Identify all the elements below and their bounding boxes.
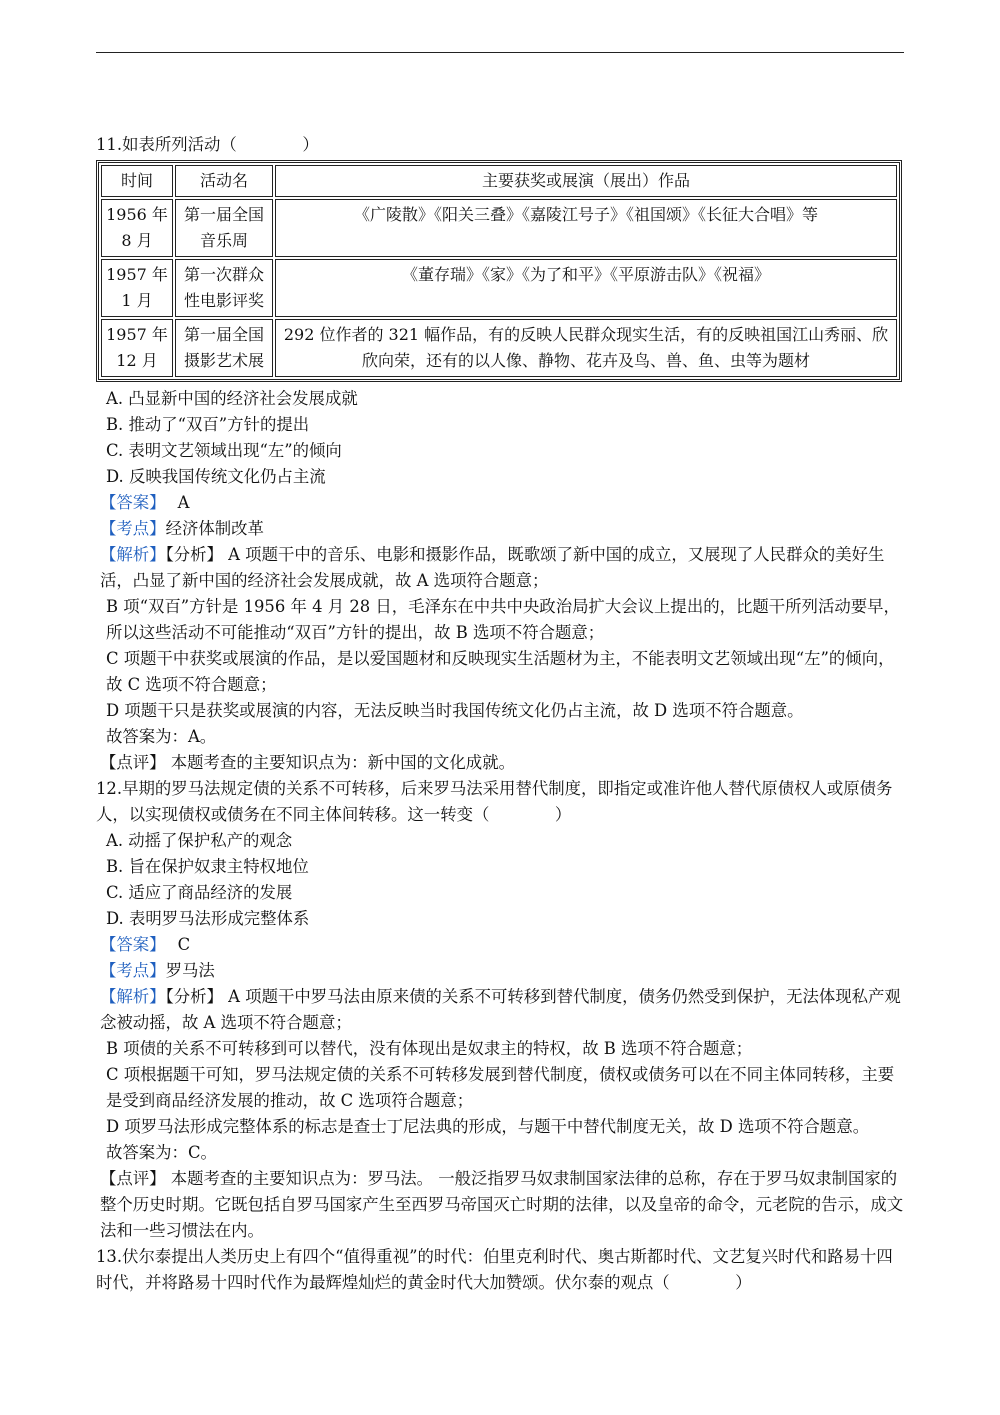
analysis-text: 【分析】 A 项题干中的音乐、电影和摄影作品，既歌颂了新中国的成立，又展现了人民群众的美好生活，凸显了新中国的经济社会发展成就，故 A 选项符合题意； — [100, 545, 885, 590]
q11-analysis-head — [96, 542, 908, 594]
row-works: 292 位作者的 321 幅作品，有的反映人民群众现实生活，有的反映祖国江山秀丽、欣欣向荣，还有的以人像、静物、花卉及鸟、兽、鱼、虫等为题材 — [275, 319, 897, 377]
row-activity-name: 第一届全国音乐周 — [175, 199, 273, 257]
table-header-row — [101, 165, 897, 197]
document-body — [96, 132, 908, 1296]
q11-analysis-d: D 项题干只是获奖或展演的内容，无法反映当时我国传统文化仍占主流，故 D 选项不符合题意。 — [106, 701, 804, 720]
header-rule — [96, 52, 904, 53]
header-time: 时间 — [101, 165, 173, 197]
q12-option-d: D. 表明罗马法形成完整体系 — [106, 909, 310, 928]
q12-analysis-head — [96, 984, 908, 1036]
point-tag: 【考点】 — [100, 519, 166, 538]
q11-conclusion: 故答案为：A。 — [106, 727, 217, 746]
analysis-text: 【分析】 A 项题干中罗马法由原来债的关系不可转移到替代制度，债务仍然受到保护，无法体现私产观念被动摇，故 A 选项不符合题意； — [100, 987, 901, 1032]
table-row — [101, 199, 897, 257]
point-tag: 【考点】 — [100, 961, 166, 980]
q12-analysis-d: D 项罗马法形成完整体系的标志是查士丁尼法典的形成，与题干中替代制度无关，故 D 选项不符合题意。 — [106, 1117, 870, 1136]
answer-tag: 【答案】 — [100, 493, 166, 512]
q12-conclusion: 故答案为：C。 — [106, 1143, 217, 1162]
answer-tag: 【答案】 — [100, 935, 166, 954]
q11-answer — [96, 490, 908, 516]
analysis-tag: 【解析】 — [100, 987, 166, 1006]
comment-tag: 【点评】 — [100, 1169, 166, 1188]
q11-comment — [96, 750, 908, 776]
q12-analysis-b: B 项债的关系不可转移到可以替代，没有体现出是奴隶主的特权，故 B 选项不符合题意； — [106, 1039, 753, 1058]
q11-analysis-c: C 项题干中获奖或展演的作品，是以爱国题材和反映现实生活题材为主，不能表明文艺领域出现“左”的倾向，故 C 选项不符合题意； — [106, 649, 895, 694]
row-activity-name: 第一届全国摄影艺术展 — [175, 319, 273, 377]
point-value: 经济体制改革 — [165, 519, 264, 538]
q11-option-c: C. 表明文艺领域出现“左”的倾向 — [106, 441, 342, 460]
table-row — [101, 319, 897, 377]
comment-text: 本题考查的主要知识点为：新中国的文化成就。 — [170, 753, 515, 772]
row-time: 1956 年 8 月 — [101, 199, 173, 257]
q11-stem: 11.如表所列活动（ ） — [96, 135, 319, 154]
q12-analysis-c: C 项根据题干可知，罗马法规定债的关系不可转移发展到替代制度，债权或债务可以在不同主体同转移，主要是受到商品经济发展的推动，故 C 选项符合题意； — [106, 1065, 895, 1110]
q11-option-b: B. 推动了“双百”方针的提出 — [106, 415, 310, 434]
q12-option-c: C. 适应了商品经济的发展 — [106, 883, 293, 902]
q12-option-a: A. 动摇了保护私产的观念 — [106, 831, 293, 850]
answer-value: C — [177, 935, 191, 954]
row-works: 《广陵散》《阳关三叠》《嘉陵江号子》《祖国颂》《长征大合唱》等 — [275, 199, 897, 257]
analysis-tag: 【解析】 — [100, 545, 166, 564]
row-time: 1957 年 1 月 — [101, 259, 173, 317]
q13-stem: 13.伏尔泰提出人类历史上有四个“值得重视”的时代：伯里克利时代、奥古斯都时代、文艺复兴时代和路易十四时代，并将路易十四时代作为最辉煌灿烂的黄金时代大加赞颂。伏尔泰的观点（ ） — [96, 1247, 893, 1292]
row-time: 1957 年 12 月 — [101, 319, 173, 377]
row-works: 《董存瑞》《家》《为了和平》《平原游击队》《祝福》 — [275, 259, 897, 317]
header-activity-name: 活动名 — [175, 165, 273, 197]
row-activity-name: 第一次群众性电影评奖 — [175, 259, 273, 317]
comment-tag: 【点评】 — [100, 753, 166, 772]
header-works: 主要获奖或展演（展出）作品 — [275, 165, 897, 197]
answer-value: A — [177, 493, 190, 512]
q11-option-a: A. 凸显新中国的经济社会发展成就 — [106, 389, 358, 408]
q11-analysis-b: B 项“双百”方针是 1956 年 4 月 28 日，毛泽东在中共中央政治局扩大会议上提出的，比题干所列活动要早，所以这些活动不可能推动“双百”方针的提出，故 B 选项不符合题意； — [106, 597, 900, 642]
activities-table — [96, 160, 902, 382]
point-value: 罗马法 — [165, 961, 215, 980]
q12-comment — [96, 1166, 908, 1244]
q12-stem: 12.早期的罗马法规定债的关系不可转移，后来罗马法采用替代制度，即指定或准许他人替代原债权人或原债务人，以实现债权或债务在不同主体间转移。这一转变（ ） — [96, 779, 893, 824]
q11-point — [96, 516, 908, 542]
comment-text: 本题考查的主要知识点为：罗马法。 一般泛指罗马奴隶制国家法律的总称，存在于罗马奴隶制国家的整个历史时期。它既包括自罗马国家产生至西罗马帝国灭亡时期的法律，以及皇帝的命令，元老院的告示，成文法和一些习惯法在内。 — [100, 1169, 904, 1240]
q12-point — [96, 958, 908, 984]
table-row — [101, 259, 897, 317]
q11-option-d: D. 反映我国传统文化仍占主流 — [106, 467, 326, 486]
q12-option-b: B. 旨在保护奴隶主特权地位 — [106, 857, 309, 876]
q12-answer — [96, 932, 908, 958]
